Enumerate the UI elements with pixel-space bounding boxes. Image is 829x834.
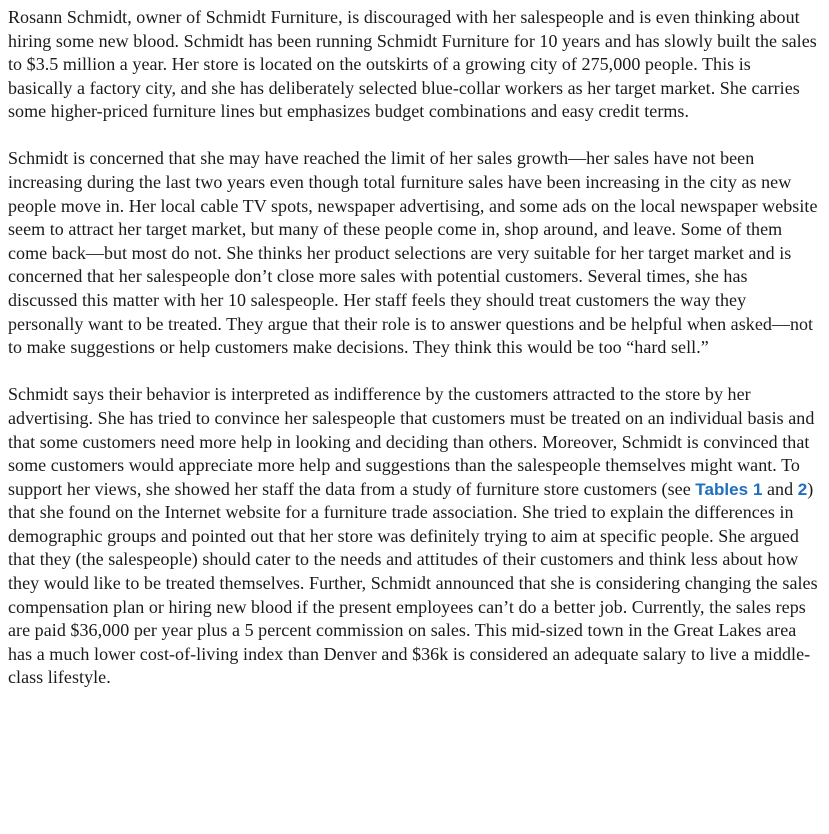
paragraph-behavior-text-after: ) that she found on the Internet website for a furniture trade association. She tried to explain the differences in demographic groups and pointed out that her store was definitely trying to aim at specific people. She argued that they (the salespeople) should cater to the needs and attitudes of their customers and think less about how they would like to be treated themselves. Further, Schmidt announced that she is considering changing the sales compensation plan or hiring new blood if the present employees can’t do a better job. Currently, the sales reps are paid $36,000 per year plus a 5 percent commission on sales. This mid-sized town in the Great Lakes area has a much lower cost-of-living index than Denver and $36k is considered an adequate salary to live a middle-class lifestyle.: [8, 478, 818, 688]
table-2-link[interactable]: 2: [797, 479, 808, 499]
paragraph-concern: Schmidt is concerned that she may have reached the limit of her sales growth—her sales have not been increasing during the last two years even though total furniture sales have been increasing in the city as new people move in. Her local cable TV spots, newspaper advertising, and some ads on the local newspaper website seem to attract her target market, but many of these people come in, shop around, and leave. Some of them come back—but most do not. She thinks her product selections are very suitable for her target market and is concerned that her salespeople don’t close more sales with potential customers. Several times, she has discussed this matter with her 10 salespeople. Her staff feels they should treat customers the way they personally want to be treated. They argue that their role is to answer questions and be helpful when asked—not to make suggestions or help customers make decisions. They think this would be too “hard sell.”: [8, 148, 818, 358]
paragraph-behavior-text-before: Schmidt says their behavior is interpreted as indifference by the customers attracted to the store by her advertising. She has tried to convince her salespeople that customers must be treated on an individual basis and that some customers need more help in looking and deciding than others. Moreover, Schmidt is convinced that some customers would appreciate more help and suggestions than the salespeople themselves might want. To support her views, she showed her staff the data from a study of furniture store customers (see: [8, 384, 815, 499]
tables-1-link[interactable]: Tables 1: [695, 479, 763, 499]
paragraph-intro: Rosann Schmidt, owner of Schmidt Furniture, is discouraged with her salespeople and is even thinking about hiring some new blood. Schmidt has been running Schmidt Furniture for 10 years and has slowly built the sales to $3.5 million a year. Her store is located on the outskirts of a growing city of 275,000 people. This is basically a factory city, and she has deliberately selected blue-collar workers as her target market. She carries some higher-priced furniture lines but emphasizes budget combinations and easy credit terms.: [8, 7, 817, 122]
paragraph-behavior-text-between: and: [762, 478, 798, 499]
paragraph-behavior: [8, 383, 819, 690]
